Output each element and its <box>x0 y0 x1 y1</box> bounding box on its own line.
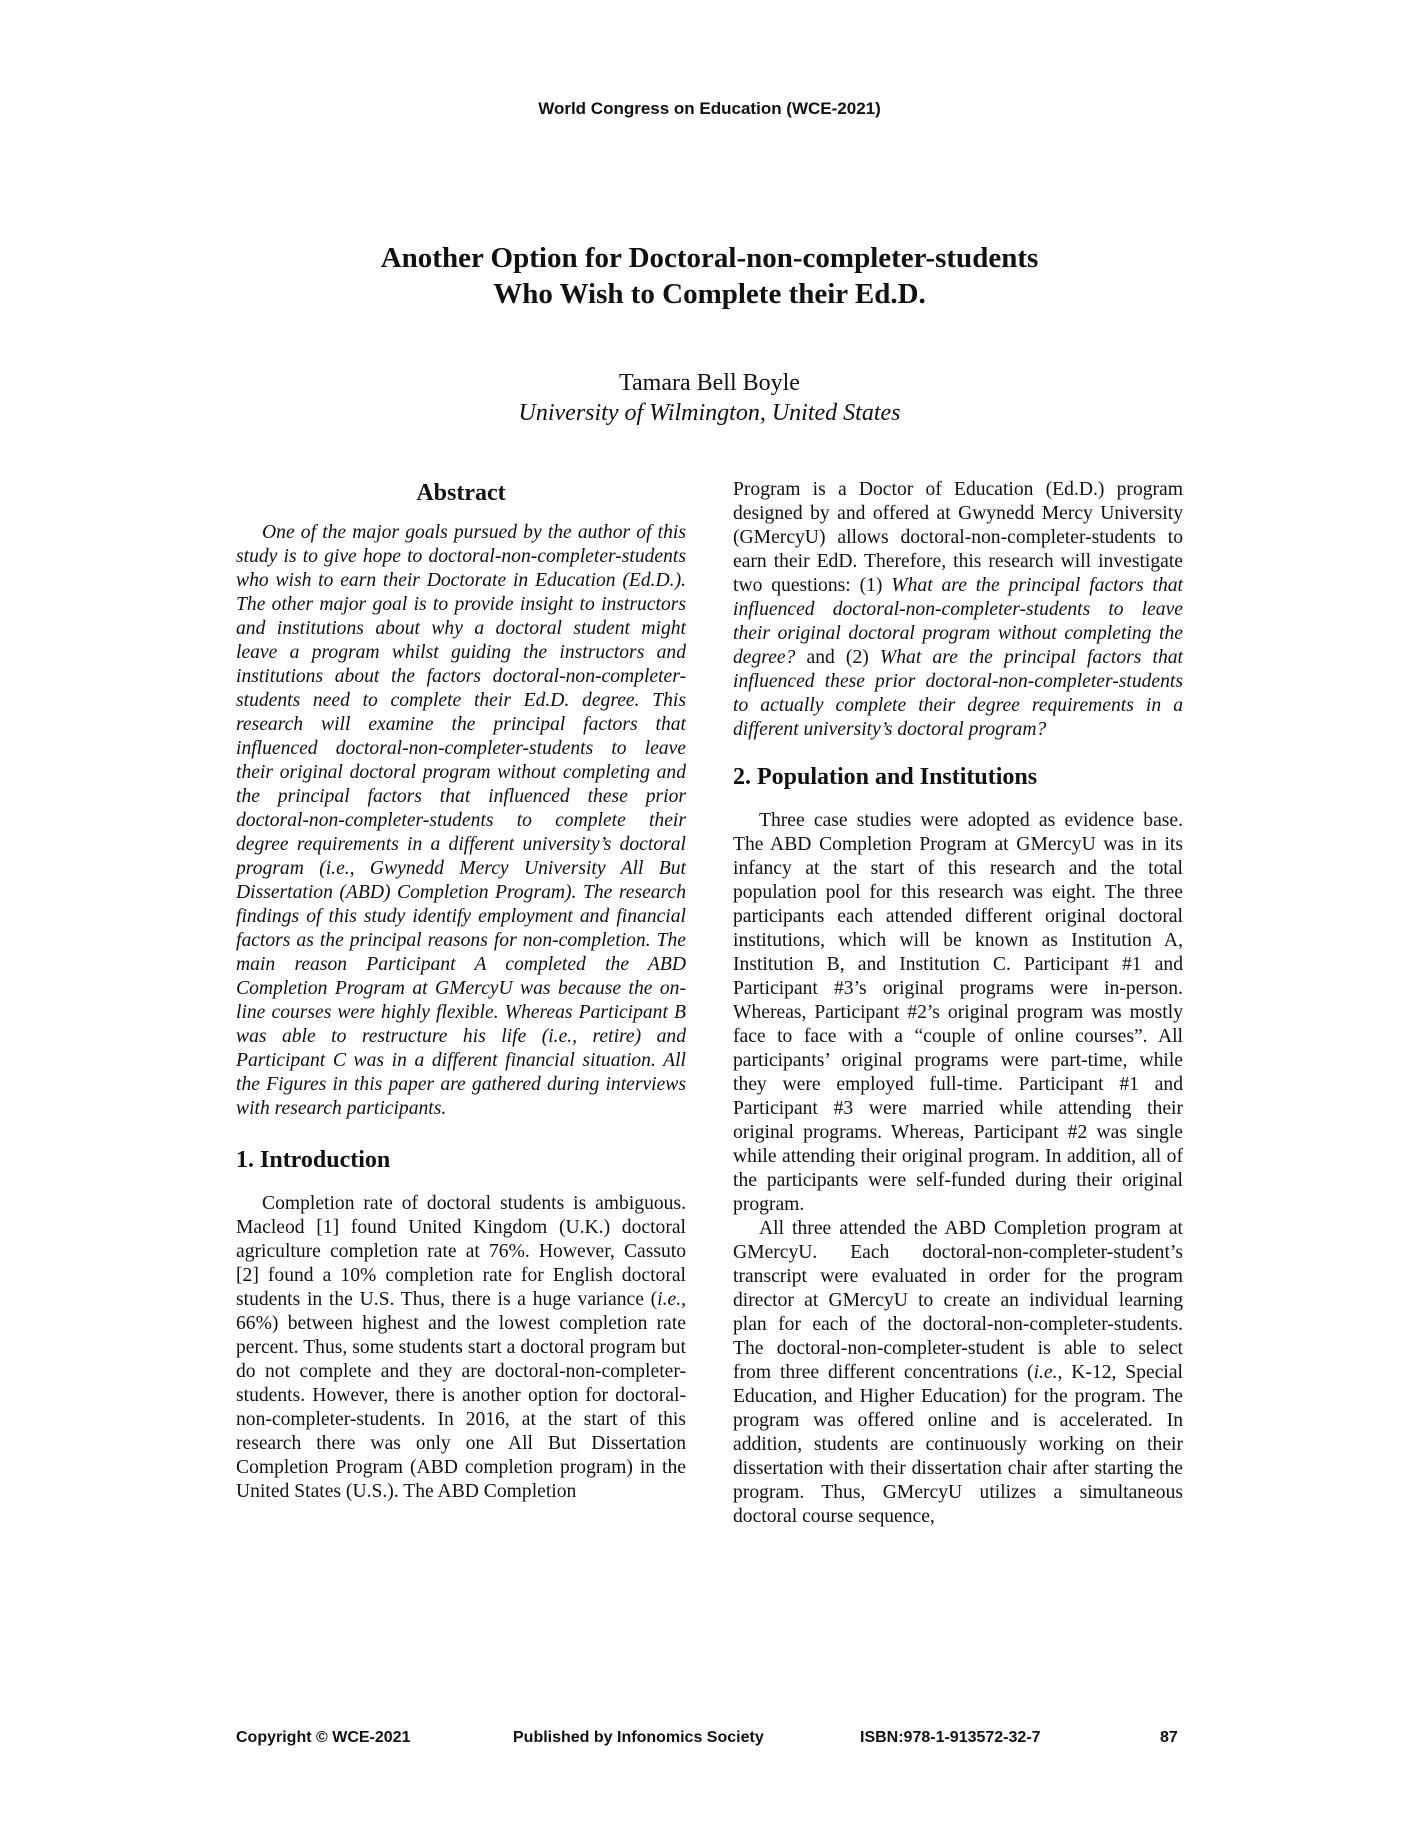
footer-isbn: ISBN:978-1-913572-32-7 <box>860 1729 1041 1746</box>
author-name: Tamara Bell Boyle <box>619 370 800 396</box>
abstract-text: One of the major goals pursued by the author of this study is to give hope to doctoral-non-completer-students who wish to earn their Doctorate in Education (Ed.D.). The other major goal is to provide insight to instructors and institutions about why a doctoral student might leave a program whilst guiding the instructors and institutions about the factors doctoral-non-completer-students need to complete their Ed.D. degree. This research will examine the principal factors that influenced doctoral-non-completer-students to leave their original doctoral program without completing and the principal factors that influenced these prior doctoral-non-completer-students to complete their degree requirements in a different university’s doctoral program (i.e., Gwynedd Mercy University All But Dissertation (ABD) Completion Program). The research findings of this study identify employment and financial factors as the principal reasons for non-completion. The main reason Participant A completed the ABD Completion Program at GMercyU was because the on-line courses were highly flexible. Whereas Participant B was able to restructure his life (i.e., retire) and Participant C was in a different financial situation. All the Figures in this paper are gathered during interviews with research participants. <box>236 522 686 1119</box>
introduction-heading: 1. Introduction <box>236 1147 391 1173</box>
conference-header: World Congress on Education (WCE-2021) <box>538 99 881 118</box>
footer-publisher: Published by Infonomics Society <box>513 1729 764 1746</box>
author-block <box>0 368 1419 428</box>
population-heading: 2. Population and Institutions <box>733 764 1038 790</box>
right-column <box>733 478 1183 1529</box>
population-paragraph-2 <box>733 1217 1183 1529</box>
abstract-heading: Abstract <box>416 480 506 506</box>
intro-text-part-2: , 66%) between highest and the lowest completion rate percent. Thus, some students start a doctoral program but do not complete and they are doctoral-non-completer-students. However, there is another option for doctoral-non-completer-students. In 2016, at the start of this research there was only one All But Dissertation Completion Program (ABD completion program) in the United States (U.S.). The ABD Completion <box>236 1289 686 1502</box>
left-column <box>236 478 686 1504</box>
intro-cont-and: and (2) <box>795 647 880 668</box>
pop-p2-ie-italic: i.e. <box>1033 1362 1058 1383</box>
research-question-2: What are the principal factors that influenced these prior doctoral-non-completer-students to actually complete their degree requirements in a different university’s doctoral program? <box>733 647 1183 740</box>
paper-title-line-2: Who Wish to Complete their Ed.D. <box>493 278 926 310</box>
intro-cont-text: Program is a Doctor of Education (Ed.D.) program designed by and offered at Gwynedd Mercy University (GMercyU) allows doctoral-non-completer-students to earn their EdD. Therefore, this research will investigate two questions: (1) <box>733 479 1183 596</box>
pop-p2-part-1: All three attended the ABD Completion program at GMercyU. Each doctoral-non-completer-student’s transcript were evaluated in order for the program director at GMercyU to create an individual learning plan for each of the doctoral-non-completer-students. The doctoral-non-completer-student is able to select from three different concentrations ( <box>733 1218 1183 1383</box>
introduction-continuation <box>733 478 1183 742</box>
intro-ie-italic: i.e. <box>657 1289 682 1310</box>
intro-text-part-1: Completion rate of doctoral students is ambiguous. Macleod [1] found United Kingdom (U.K.) doctoral agriculture completion rate at 76%. However, Cassuto [2] found a 10% completion rate for English doctoral students in the U.S. Thus, there is a huge variance ( <box>236 1193 686 1310</box>
footer-copyright: Copyright © WCE-2021 <box>236 1729 411 1746</box>
paper-title <box>0 240 1419 312</box>
research-question-1: What are the principal factors that influenced doctoral-non-completer-students to leave their original doctoral program without completing the degree? <box>733 575 1183 668</box>
pop-p2-part-2: , K-12, Special Education, and Higher Education) for the program. The program was offered online and is accelerated. In addition, students are continuously working on their dissertation with their dissertation chair after starting the program. Thus, GMercyU utilizes a simultaneous doctoral course sequence, <box>733 1362 1183 1527</box>
introduction-paragraph <box>236 1192 686 1504</box>
footer-page-number: 87 <box>1160 1729 1178 1746</box>
paper-title-line-1: Another Option for Doctoral-non-completer-students <box>380 242 1039 274</box>
population-paragraph-1: Three case studies were adopted as evidence base. The ABD Completion Program at GMercyU was in its infancy at the start of this research and the total population pool for this research was eight. The three participants each attended different original doctoral institutions, which will be known as Institution A, Institution B, and Institution C. Participant #1 and Participant #3’s original programs were in-person. Whereas, Participant #2’s original program was mostly face to face with a “couple of online courses”. All participants’ original programs were part-time, while they were employed full-time. Participant #1 and Participant #3 were married while attending their original programs. Whereas, Participant #2 was single while attending their original program. In addition, all of the participants were self-funded during their original program. <box>733 810 1183 1215</box>
author-affiliation: University of Wilmington, United States <box>518 400 901 426</box>
page-footer <box>0 1729 1419 1753</box>
